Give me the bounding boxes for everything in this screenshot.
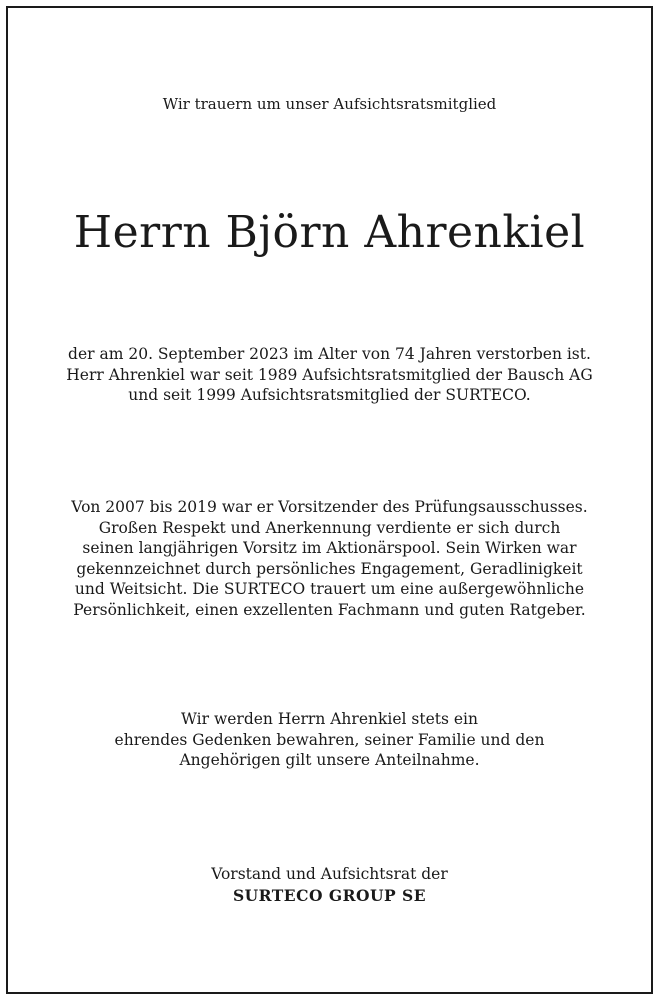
paragraph-line: Großen Respekt und Anerkennung verdiente er sich durch [98,518,561,537]
paragraph-line: Angehörigen gilt unsere Anteilnahme. [179,751,480,769]
paragraph-line: und Weitsicht. Die SURTECO trauert um eine außergewöhnliche [74,580,585,598]
paragraph-line: Persönlichkeit, einen exzellenten Fachmann und guten Ratgeber. [73,600,586,619]
intro-text: Wir trauern um unser Aufsichtsratsmitglied [162,95,497,113]
deceased-name: Herrn Björn Ahrenkiel [73,207,586,258]
paragraph-line: und seit 1999 Aufsichtsratsmitglied der SURTECO. [128,386,531,404]
signature [0,864,659,906]
company-name: SURTECO GROUP SE [232,886,427,905]
paragraph-line: Wir werden Herrn Ahrenkiel stets ein [181,710,478,728]
paragraph-condolence [0,709,659,771]
paragraph-line: ehrendes Gedenken bewahren, seiner Familie und den [114,730,545,749]
paragraph-line: Herr Ahrenkiel war seit 1989 Aufsichtsratsmitglied der Bausch AG [66,365,593,384]
signature-line: Vorstand und Aufsichtsrat der [211,865,448,883]
paragraph-biography [0,344,659,406]
paragraph-line: seinen langjährigen Vorsitz im Aktionärspool. Sein Wirken war [82,539,577,557]
paragraph-line: gekennzeichnet durch persönliches Engagement, Geradlinigkeit [76,559,583,578]
paragraph-line: Von 2007 bis 2019 war er Vorsitzender des Prüfungsausschusses. [71,498,588,516]
paragraph-tribute [0,497,659,620]
paragraph-line: der am 20. September 2023 im Alter von 74 Jahren verstorben ist. [68,345,591,363]
